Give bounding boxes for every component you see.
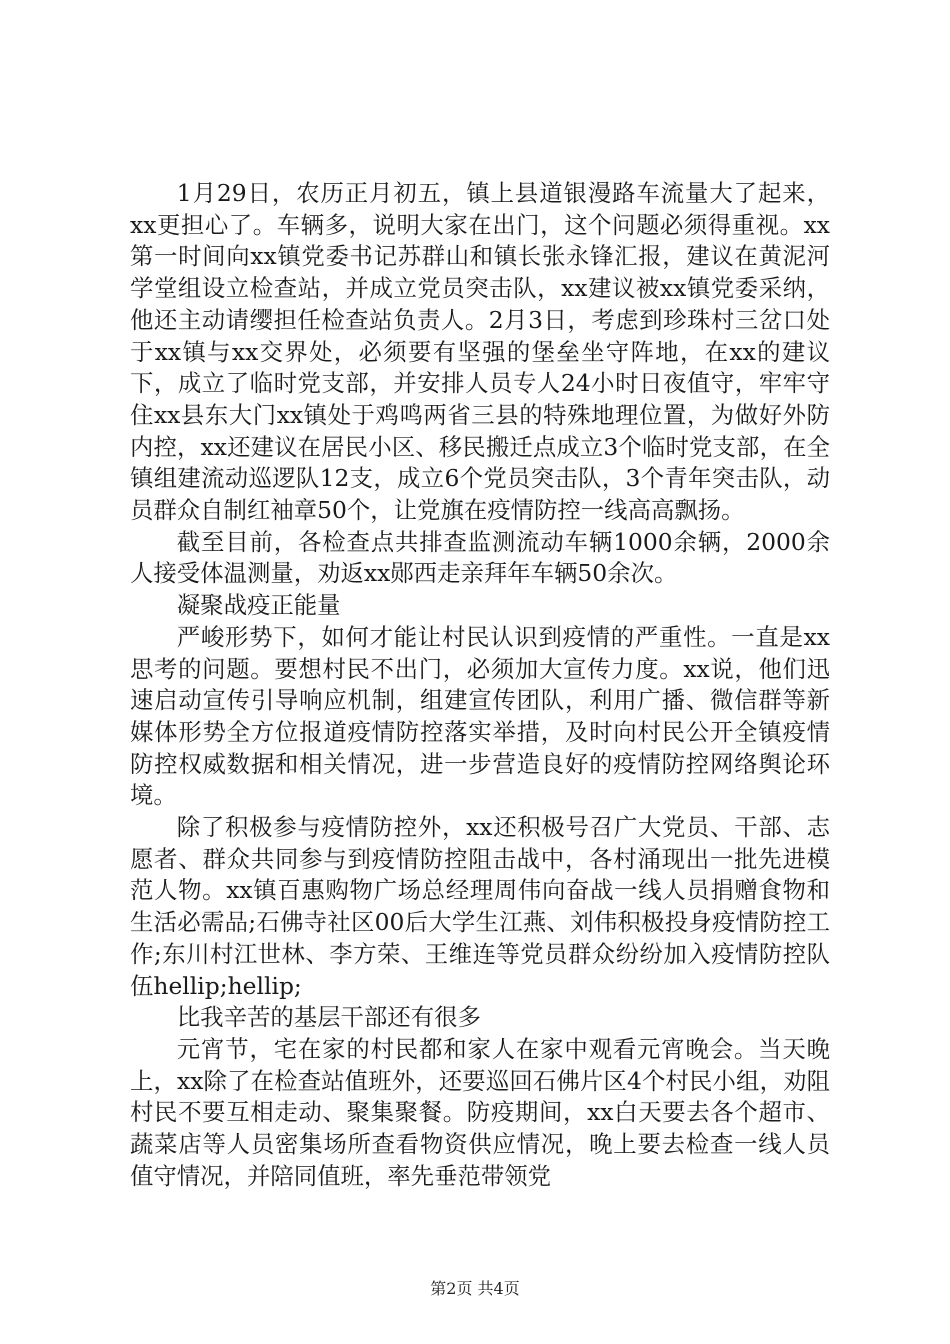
- section-heading-positive-energy: 凝聚战疫正能量: [176, 591, 341, 620]
- paragraph-publicity: 严峻形势下，如何才能让村民认识到疫情的严重性。一直是xx思考的问题。要想村民不出门，必须加大宣传力度。xx说，他们迅速启动宣传引导响应机制，组建宣传团队，利用广播、微信群等新媒体形势全方位报道疫情防控落实举措，及时向村民公开全镇疫情防控权威数据和相关情况，进一步营造良好的疫情防控网络舆论环境。: [130, 622, 830, 810]
- paragraph-checkpoint-setup: 1月29日，农历正月初五，镇上县道银漫路车流量大了起来，xx更担心了。车辆多，说明大家在出门，这个问题必须得重视。xx第一时间向xx镇党委书记苏群山和镇长张永锋汇报，建议在黄泥河学堂组设立检查站，并成立党员突击队，xx建议被xx镇党委采纳，他还主动请缨担任检查站负责人。2月3日，考虑到珍珠村三岔口处于xx镇与xx交界处，必须要有坚强的堡垒坐守阵地，在xx的建议下，成立了临时党支部，并安排人员专人24小时日夜值守，牢牢守住xx县东大门xx镇处于鸡鸣两省三县的特殊地理位置，为做好外防内控，xx还建议在居民小区、移民搬迁点成立3个临时党支部，在全镇组建流动巡逻队12支，成立6个党员突击队，3个青年突击队，动员群众自制红袖章50个，让党旗在疫情防控一线高高飘扬。: [130, 179, 830, 525]
- paragraph-statistics: 截至目前，各检查点共排查监测流动车辆1000余辆，2000余人接受体温测量，劝返xx郧西走亲拜年车辆50余次。: [130, 527, 830, 588]
- page-number-footer: 第2页 共4页: [430, 1279, 520, 1298]
- paragraph-volunteers: 除了积极参与疫情防控外，xx还积极号召广大党员、干部、志愿者、群众共同参与到疫情防控阻击战中，各村涌现出一批先进模范人物。xx镇百惠购物广场总经理周伟向奋战一线人员捐赠食物和生活必需品;石佛寺社区00后大学生江燕、刘伟积极投身疫情防控工作;东川村江世林、李方荣、王维连等党员群众纷纷加入疫情防控队伍hellip;hellip;: [130, 813, 830, 1000]
- document-body: [130, 178, 830, 1193]
- paragraph-lantern-festival: 元宵节，宅在家的村民都和家人在家中观看元宵晚会。当天晚上，xx除了在检查站值班外，还要巡回石佛片区4个村民小组，劝阻村民不要互相走动、聚集聚餐。防疫期间，xx白天要去各个超市、蔬菜店等人员密集场所查看物资供应情况，晚上要去检查一线人员值守情况，并陪同值班，率先垂范带领党: [130, 1034, 830, 1190]
- section-heading-grassroots-cadres: 比我辛苦的基层干部还有很多: [176, 1003, 481, 1032]
